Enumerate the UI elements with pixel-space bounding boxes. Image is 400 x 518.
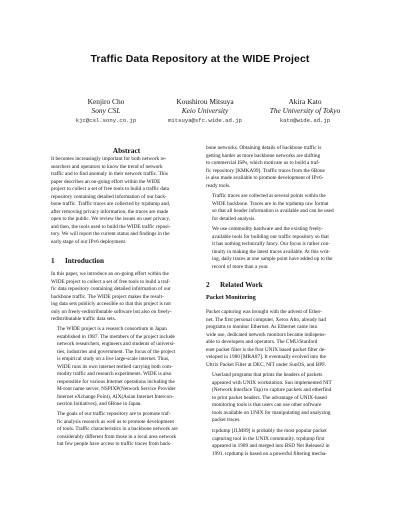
text-line: packet traces. bbox=[212, 417, 241, 423]
author-name: Koushirou Mitsuya bbox=[176, 97, 234, 106]
text-line: The WIDE project is a research consortium in Japan bbox=[57, 326, 167, 332]
subsection-heading-packet-monitoring: Packet Monitoring bbox=[206, 294, 256, 301]
text-line: project to collect a set of free tools to build a traffic data bbox=[51, 186, 169, 192]
text-line: In this paper, we introduce an on-going effort within the bbox=[51, 271, 169, 277]
text-line: tinuity in making the latest traces available. At this writ- bbox=[212, 248, 331, 255]
text-line: considerably different from those in a local area network bbox=[57, 433, 177, 440]
text-line: getting harder as more backbone networks are shifting bbox=[206, 152, 321, 159]
text-line: enet packet filter is the first UNIX based packet filter de- bbox=[206, 346, 326, 353]
author-email: mitsuya@sfc.wide.ad.jp bbox=[168, 117, 242, 124]
text-line: paper describes an on-going effort within the WIDE bbox=[51, 178, 161, 185]
text-line: available tools for building our traffic repository so that bbox=[212, 233, 329, 240]
text-line: ing, daily traces at one sample point have added up to the bbox=[212, 256, 333, 262]
abstract-heading: Abstract bbox=[112, 146, 141, 155]
author-affiliation: Keio University bbox=[181, 106, 229, 115]
text-line: repository containing detailed information of our back- bbox=[51, 193, 167, 200]
section-number: 1 bbox=[51, 257, 55, 265]
right-paragraph-1 bbox=[206, 145, 357, 190]
section-title: Related Work bbox=[220, 281, 263, 289]
intro-paragraph-2 bbox=[51, 326, 202, 409]
text-line: so that all header information is available and can be used bbox=[212, 208, 334, 214]
text-line: 1991. tcpdump is based on a powerful filtering mecha- bbox=[212, 450, 328, 457]
text-line: tory. We will report the current status and findings in the bbox=[51, 231, 170, 237]
text-line: appeared with UNIX workstation. Sun implemented NIT bbox=[212, 379, 332, 386]
author-block bbox=[0, 97, 400, 129]
text-line: bone traffic. Traffic traces are collected by tcpdump and, bbox=[51, 201, 171, 207]
author-email: kjc@csl.sony.co.jp bbox=[75, 117, 137, 124]
text-line: Packet capturing was brought with the advent of Ether- bbox=[206, 309, 322, 315]
author-affiliation: The University of Tokyo bbox=[269, 106, 341, 115]
author-affiliation: Sony CSL bbox=[91, 106, 121, 115]
intro-paragraph-1 bbox=[51, 271, 202, 324]
text-line: WIDE runs its own internet testbed carrying both com- bbox=[57, 363, 173, 370]
related-paragraph-2 bbox=[206, 372, 357, 425]
section-heading-related-work bbox=[206, 281, 263, 289]
text-line: established in 1987. The members of the project include bbox=[57, 333, 175, 340]
text-line: WIDE project to collect a set of free tools to build a traf- bbox=[51, 278, 171, 285]
text-line: after removing privacy information, the traces are made bbox=[51, 208, 169, 215]
author-name: Kenjiro Cho bbox=[87, 97, 125, 106]
text-line: redistributable traffic data sets. bbox=[51, 316, 116, 322]
related-paragraph-3 bbox=[206, 428, 357, 458]
text-line: Ultrix Packet Filter at DEC, NIT under SunOS, and BPF. bbox=[206, 361, 326, 368]
paper-title: Traffic Data Repository at the WIDE Project bbox=[90, 53, 310, 65]
text-line: We use commodity hardware and the existing freely- bbox=[212, 226, 324, 232]
text-line: M-root name server, NSPIXP(Network Service Provider bbox=[57, 386, 176, 392]
text-line: early stage of our IPv6 deployment. bbox=[51, 238, 127, 245]
related-paragraph-1 bbox=[206, 309, 357, 369]
text-line: monitoring tools is that users can use other software bbox=[212, 402, 322, 408]
section-title: Introduction bbox=[65, 257, 105, 265]
text-line: to print packet headers. The advantage of UNIX-based bbox=[212, 394, 327, 401]
text-line: programs to monitor Ethernet. As Ethernet came into bbox=[206, 324, 318, 330]
abstract-text bbox=[51, 156, 202, 246]
text-line: traffic and to find anomaly in their network traffic. This bbox=[51, 171, 168, 177]
text-line: network researchers, engineers and students of universi- bbox=[57, 341, 175, 347]
text-line: and then, the tools used to build the WIDE traffic reposi- bbox=[51, 223, 171, 230]
text-line: Traffic traces are collected at several points within the bbox=[212, 193, 326, 199]
text-line: Internet eXchange Point), AIX(Asian Internet Intercon- bbox=[57, 393, 174, 400]
text-line: responsible for various Internet operations including the bbox=[57, 378, 175, 385]
text-line: of tools. Traffic characteristics in a backbone network are bbox=[57, 426, 178, 432]
text-line: wide use, dedicated network monitors became indispens- bbox=[206, 331, 326, 338]
text-line: searchers and operators to know the trend of network bbox=[51, 163, 163, 170]
text-line: veloped in 1980 [MRA87]. It eventually evolved into the bbox=[206, 354, 326, 360]
section-number: 2 bbox=[206, 281, 210, 289]
text-line: open to the public. We review the issues on user privacy, bbox=[51, 216, 170, 222]
text-line: tools available on UNIX for manipulating and analyzing bbox=[212, 409, 331, 416]
text-line: tcpdump [JLM89] is probably the most popular packet bbox=[212, 428, 327, 434]
text-line: fic repository [KMKA99]. Traffic traces from the 6Bone bbox=[206, 167, 325, 174]
text-line: WIDE backbone. Traces are in the tcpdump raw format bbox=[212, 200, 329, 207]
text-line: fic analysis research as well as to promote development bbox=[57, 418, 174, 425]
text-line: but few people have access to traffic traces from back- bbox=[57, 441, 172, 447]
text-line: net. The first personal computer, Xerox Alto, already had bbox=[206, 316, 326, 323]
text-line: able to developers and operators. The CMU/Stanford bbox=[206, 339, 318, 345]
text-line: bone networks. Obtaining details of backbone traffic is bbox=[206, 145, 322, 151]
text-line: appeared in 1989 and merged into BSD Net Release2 in bbox=[212, 443, 330, 449]
text-line: is empirical study on a live large-scale internet. Thus, bbox=[57, 356, 170, 362]
author-3 bbox=[240, 97, 370, 126]
text-line: to commercial ISPs, which motivate us to build a traf- bbox=[206, 160, 320, 166]
text-line: capturing tool in the UNIX community. tcpdump first bbox=[212, 435, 325, 442]
text-line: Userland programs that prints the headers of packets bbox=[212, 372, 323, 378]
text-line: nection Initiatives), and 6Bone in Japan. bbox=[57, 401, 142, 407]
text-line: for detailed analysis. bbox=[212, 215, 256, 222]
text-line: It becomes increasingly important for both network re- bbox=[51, 156, 167, 162]
author-email: kato@wide.ad.jp bbox=[279, 117, 331, 124]
author-name: Akira Kato bbox=[288, 97, 322, 106]
text-line: ing data sets publicly accessible so that this project is not bbox=[51, 301, 171, 307]
text-line: (Network Interface Tap) to capture packets and etherfind bbox=[212, 387, 332, 393]
text-line: The goals of our traffic repository are to promote traf- bbox=[57, 411, 171, 417]
text-line: ties, industries and government. The focus of the project bbox=[57, 348, 176, 355]
text-line: it has nothing technically fancy. Our focus is rather con- bbox=[212, 241, 331, 247]
text-line: modity traffic and research experiments. WIDE is also bbox=[57, 371, 172, 377]
section-heading-introduction bbox=[51, 257, 104, 265]
text-line: backbone traffic. The WIDE project makes the result- bbox=[51, 293, 164, 300]
intro-paragraph-3 bbox=[51, 411, 202, 449]
text-line: is also made available to promote development of IPv6- bbox=[206, 175, 324, 181]
right-paragraph-2 bbox=[206, 193, 357, 223]
text-line: record of more than a year. bbox=[212, 263, 269, 270]
text-line: fic data repository containing detailed information of our bbox=[51, 286, 171, 292]
text-line: only on freely-redistributable software but also on freely- bbox=[51, 308, 172, 315]
right-paragraph-3 bbox=[206, 226, 357, 271]
text-line: ready tools. bbox=[206, 182, 231, 189]
